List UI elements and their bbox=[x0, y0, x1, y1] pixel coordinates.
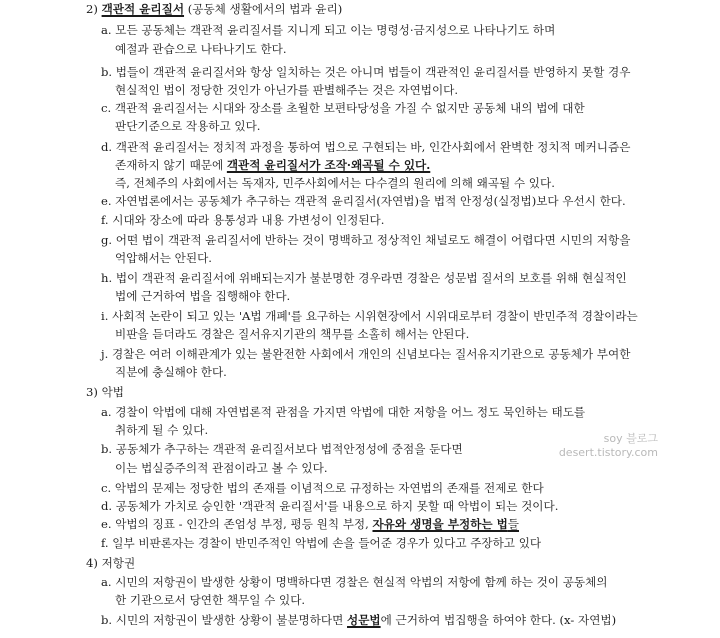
list-item-b-cont: 현실적인 법이 정당한 것인가 아닌가를 판별해주는 것은 자연법이다. bbox=[115, 83, 459, 97]
list-item-g: g. 어떤 법이 객관적 윤리질서에 반하는 것이 명백하고 정상적인 채널로도 해결이 어렵다면 시민의 저항을 bbox=[101, 233, 631, 247]
list-item-d-cont bbox=[115, 157, 430, 173]
list-item-h: h. 법이 객관적 윤리질서에 위배되는지가 불분명한 경우라면 경찰은 성문법 질서의 보호를 위해 현실적인 bbox=[101, 271, 627, 285]
emphasis-text: 객관적 윤리질서가 조작·왜곡될 수 있다. bbox=[226, 158, 431, 172]
section-heading-4 bbox=[86, 555, 135, 571]
section-number: 4) bbox=[86, 556, 98, 570]
list-item-e-text: e. 악법의 징표 - 인간의 존엄성 부정, 평등 원칙 부정, bbox=[101, 517, 369, 531]
emphasis-text: 성문법 bbox=[347, 613, 381, 627]
list-item-a-cont: 한 기관으로서 당연한 책무일 수 있다. bbox=[115, 593, 306, 607]
list-item-a: a. 경찰이 악법에 대해 자연법론적 관점을 가지면 악법에 대한 저항을 어느 정도 묵인하는 태도를 bbox=[101, 405, 586, 419]
watermark-line-1: soy 블로그 bbox=[603, 432, 658, 445]
list-item-b-cont: 이는 법실증주의적 관점이라고 볼 수 있다. bbox=[115, 461, 328, 475]
section-heading-3 bbox=[86, 384, 124, 400]
list-item-c: c. 악법의 문제는 정당한 법의 존재를 이념적으로 규정하는 자연법의 존재를 전제로 한다 bbox=[101, 481, 544, 495]
list-item-f: f. 일부 비판론자는 경찰이 반민주적인 악법에 손을 들어준 경우가 있다고 주장하고 있다 bbox=[101, 536, 542, 550]
list-item-h-cont: 법에 근거하여 법을 집행해야 한다. bbox=[115, 289, 291, 303]
list-item-c-cont: 판단기준으로 작용하고 있다. bbox=[115, 119, 261, 133]
list-item-a-cont: 취하게 될 수 있다. bbox=[115, 423, 209, 437]
emphasis-tail: 들 bbox=[507, 517, 519, 531]
list-item-d-text: 존재하지 않기 때문에 bbox=[115, 158, 224, 172]
list-item-e bbox=[101, 516, 519, 532]
section-number: 2) bbox=[86, 2, 98, 16]
list-item-j: j. 경찰은 여러 이해관계가 있는 불완전한 사회에서 개인의 신념보다는 질서유지기관으로 공동체가 부여한 bbox=[101, 347, 631, 361]
list-item-d: d. 공동체가 가치로 승인한 '객관적 윤리질서'를 내용으로 하지 못할 때 악법이 되는 것이다. bbox=[101, 499, 559, 513]
section-title: 객관적 윤리질서 bbox=[101, 2, 185, 16]
section-note: (공동체 생활에서의 법과 윤리) bbox=[187, 2, 343, 16]
blog-watermark bbox=[559, 432, 658, 460]
list-item-a: a. 모든 공동체는 객관적 윤리질서를 지니게 되고 이는 명령성·금지성으로 나타나기도 하며 bbox=[101, 23, 556, 37]
list-item-b bbox=[101, 612, 616, 628]
list-item-j-cont: 직분에 충실해야 한다. bbox=[115, 365, 227, 379]
list-item-b: b. 공동체가 추구하는 객관적 윤리질서보다 법적안정성에 중점을 둔다면 bbox=[101, 442, 463, 456]
list-item-b-tail: 에 근거하여 법집행을 하여야 한다. (x- 자연법) bbox=[380, 613, 617, 627]
list-item-e: e. 자연법론에서는 공동체가 추구하는 객관적 윤리질서(자연법)을 법적 안정성(실정법)보다 우선시 한다. bbox=[101, 194, 626, 208]
list-item-g-cont: 억압해서는 안된다. bbox=[115, 251, 212, 265]
list-item-a: a. 시민의 저항권이 발생한 상황이 명백하다면 경찰은 현실적 악법의 저항에 함께 하는 것이 공동체의 bbox=[101, 575, 608, 589]
list-item-f: f. 시대와 장소에 따라 용통성과 내용 가변성이 인정된다. bbox=[101, 213, 385, 227]
section-title: 저항권 bbox=[101, 556, 136, 570]
section-title: 악법 bbox=[101, 385, 124, 399]
list-item-d-cont2: 즉, 전체주의 사회에서는 독재자, 민주사회에서는 다수결의 원리에 의해 왜곡될 수 있다. bbox=[115, 176, 555, 190]
section-number: 3) bbox=[86, 385, 98, 399]
watermark-line-2: desert.tistory.com bbox=[558, 446, 658, 459]
emphasis-text: 자유와 생명을 부정하는 법 bbox=[372, 517, 508, 531]
list-item-b-text: b. 시민의 저항권이 발생한 상황이 불분명하다면 bbox=[101, 613, 344, 627]
section-heading-2 bbox=[86, 1, 342, 17]
list-item-i: i. 사회적 논란이 되고 있는 'A법 개폐'를 요구하는 시위현장에서 시위대로부터 경찰이 반민주적 경찰이라는 bbox=[101, 309, 638, 323]
list-item-c: c. 객관적 윤리질서는 시대와 장소를 초월한 보편타당성을 가질 수 없지만 공동체 내의 법에 대한 bbox=[101, 101, 585, 115]
list-item-d: d. 객관적 윤리질서는 정치적 과정을 통하여 법으로 구현되는 바, 인간사회에서 완벽한 정치적 메커니즘은 bbox=[101, 140, 631, 154]
list-item-b: b. 법들이 객관적 윤리질서와 항상 일치하는 것은 아니며 법들이 객관적인 윤리질서를 반영하지 못할 경우 bbox=[101, 65, 631, 79]
list-item-i-cont: 비판을 듣더라도 경찰은 질서유지기관의 책무를 소홀히 해서는 안된다. bbox=[115, 327, 470, 341]
list-item-a-cont: 예절과 관습으로 나타나기도 한다. bbox=[115, 42, 287, 56]
